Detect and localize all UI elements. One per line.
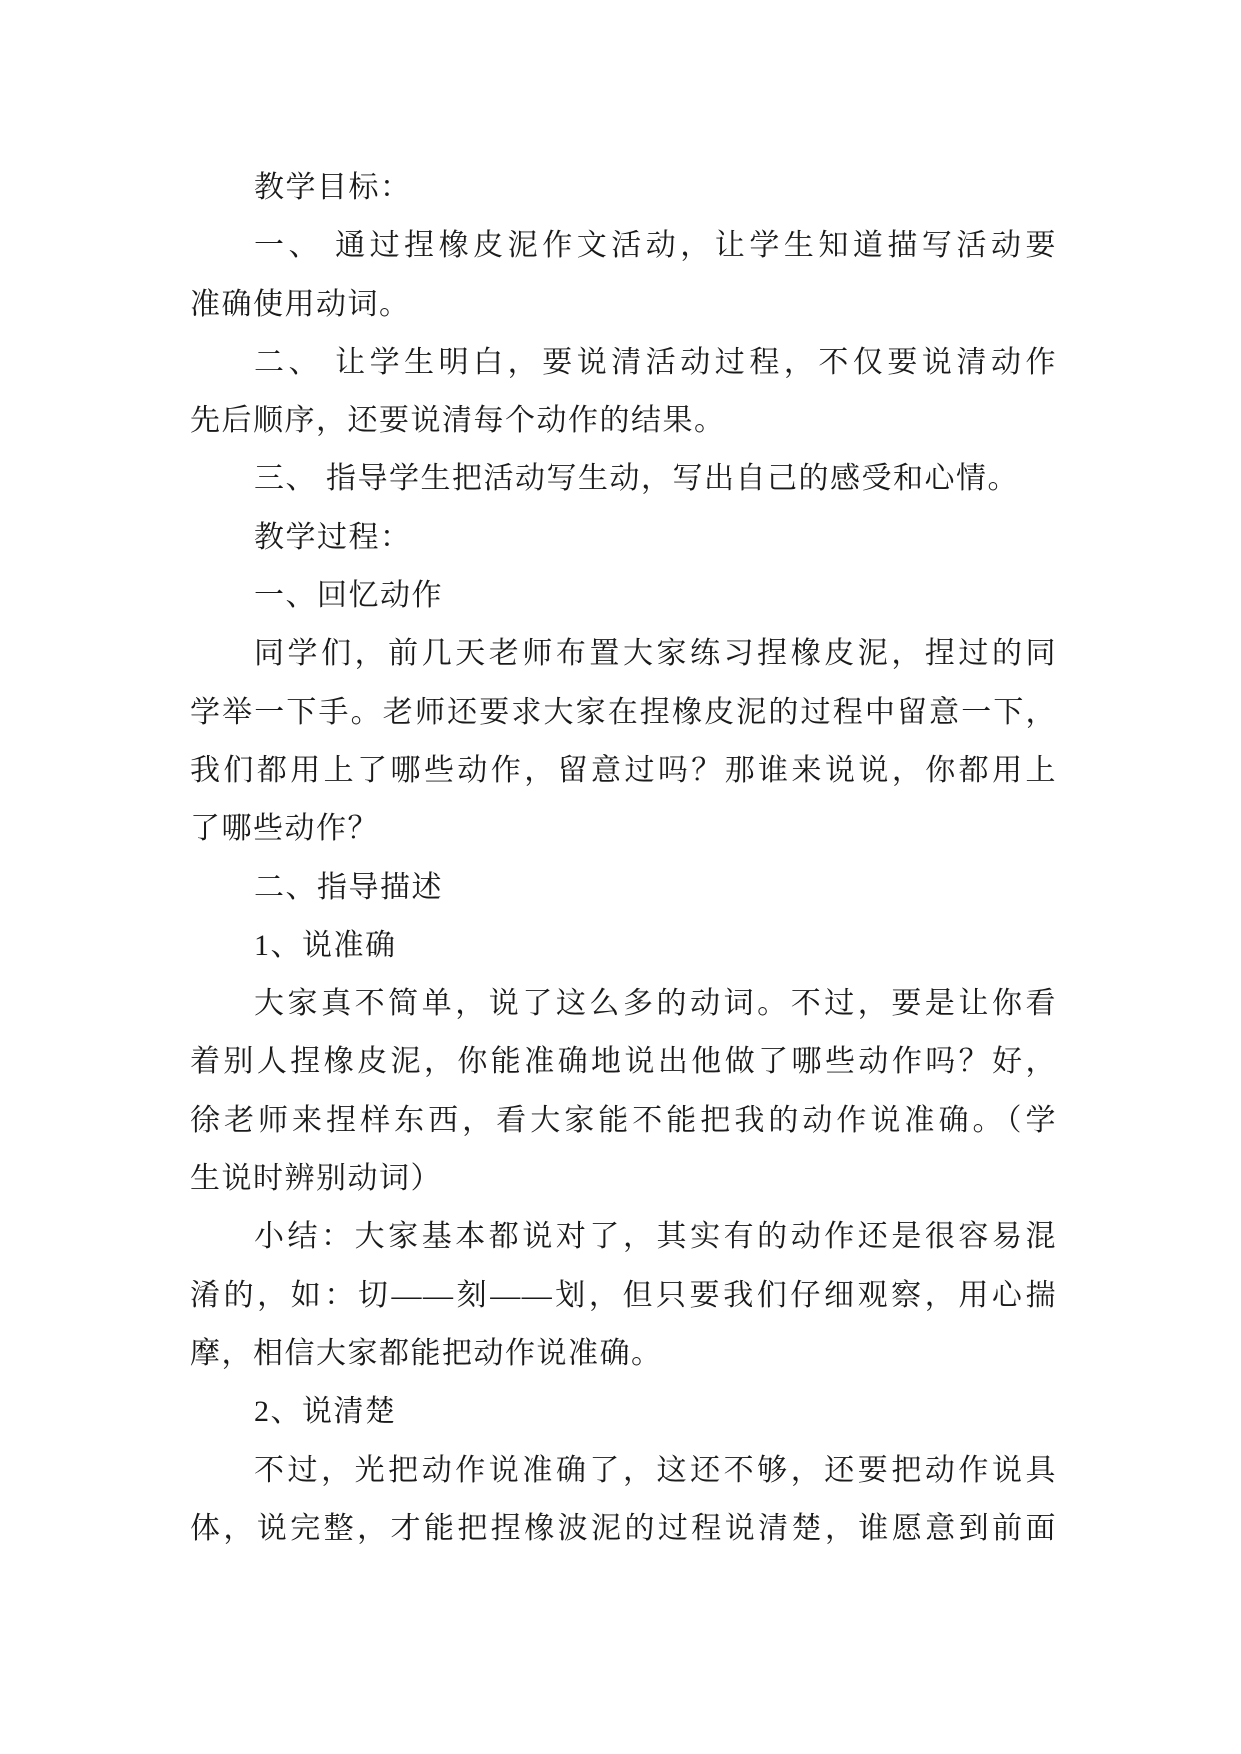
paragraph-accuracy [190, 975, 1057, 1208]
subheading-recall-actions [190, 567, 1057, 625]
paragraph-summary [190, 1208, 1057, 1383]
paragraph-line: 了哪些动作？ [190, 812, 379, 846]
section-heading-teaching-goals [190, 159, 1057, 217]
paragraph-line: 2、说清楚 [254, 1395, 397, 1429]
paragraph-recall [190, 625, 1057, 858]
paragraph-line: 先后顺序，还要说清每个动作的结果。 [190, 404, 726, 438]
goal-item-2 [190, 334, 1057, 451]
paragraph-line: 二、指导描述 [254, 870, 443, 904]
paragraph-line: 教学目标： [254, 171, 412, 204]
paragraph-line: 1、说准确 [254, 928, 397, 962]
goal-item-3 [190, 450, 1057, 508]
paragraph-line: 二、 让学生明白，要说清活动过程，不仅要说清动作 [254, 345, 1057, 379]
paragraph-line: 一、 通过捏橡皮泥作文活动，让学生知道描写活动要 [254, 229, 1057, 263]
subheading-speak-clearly [190, 1383, 1057, 1441]
goal-item-1 [190, 217, 1057, 334]
paragraph-line: 摩，相信大家都能把动作说准确。 [190, 1336, 663, 1370]
paragraph-line: 不过，光把动作说准确了，这还不够，还要把动作说具 [254, 1453, 1057, 1487]
paragraph-line: 三、 指导学生把活动写生动，写出自己的感受和心情。 [254, 462, 1019, 496]
paragraph-line: 学举一下手。老师还要求大家在捏橡皮泥的过程中留意一下， [190, 695, 1057, 729]
paragraph-line: 徐老师来捏样东西，看大家能不能把我的动作说准确。（学 [190, 1103, 1057, 1137]
paragraph-line: 教学过程： [254, 520, 412, 554]
paragraph-line: 小结：大家基本都说对了，其实有的动作还是很容易混 [254, 1220, 1057, 1254]
paragraph-line: 着别人捏橡皮泥，你能准确地说出他做了哪些动作吗？好， [190, 1045, 1057, 1079]
paragraph-line: 同学们，前几天老师布置大家练习捏橡皮泥，捏过的同 [254, 637, 1057, 671]
paragraph-line: 大家真不简单，说了这么多的动词。不过，要是让你看 [254, 987, 1057, 1021]
subheading-speak-accurately [190, 917, 1057, 975]
document-body [190, 159, 1057, 1558]
subheading-guide-description [190, 859, 1057, 917]
paragraph-clarity [190, 1442, 1057, 1559]
paragraph-line: 体，说完整，才能把捏橡波泥的过程说清楚，谁愿意到前面 [190, 1511, 1057, 1545]
paragraph-line: 一、回忆动作 [254, 579, 443, 613]
section-heading-teaching-process [190, 509, 1057, 567]
paragraph-line: 我们都用上了哪些动作，留意过吗？那谁来说说，你都用上 [190, 753, 1057, 787]
paragraph-line: 生说时辨别动词） [190, 1162, 442, 1196]
paragraph-line: 准确使用动词。 [190, 287, 411, 321]
paragraph-line: 淆的，如：切——刻——划，但只要我们仔细观察，用心揣 [190, 1278, 1057, 1312]
